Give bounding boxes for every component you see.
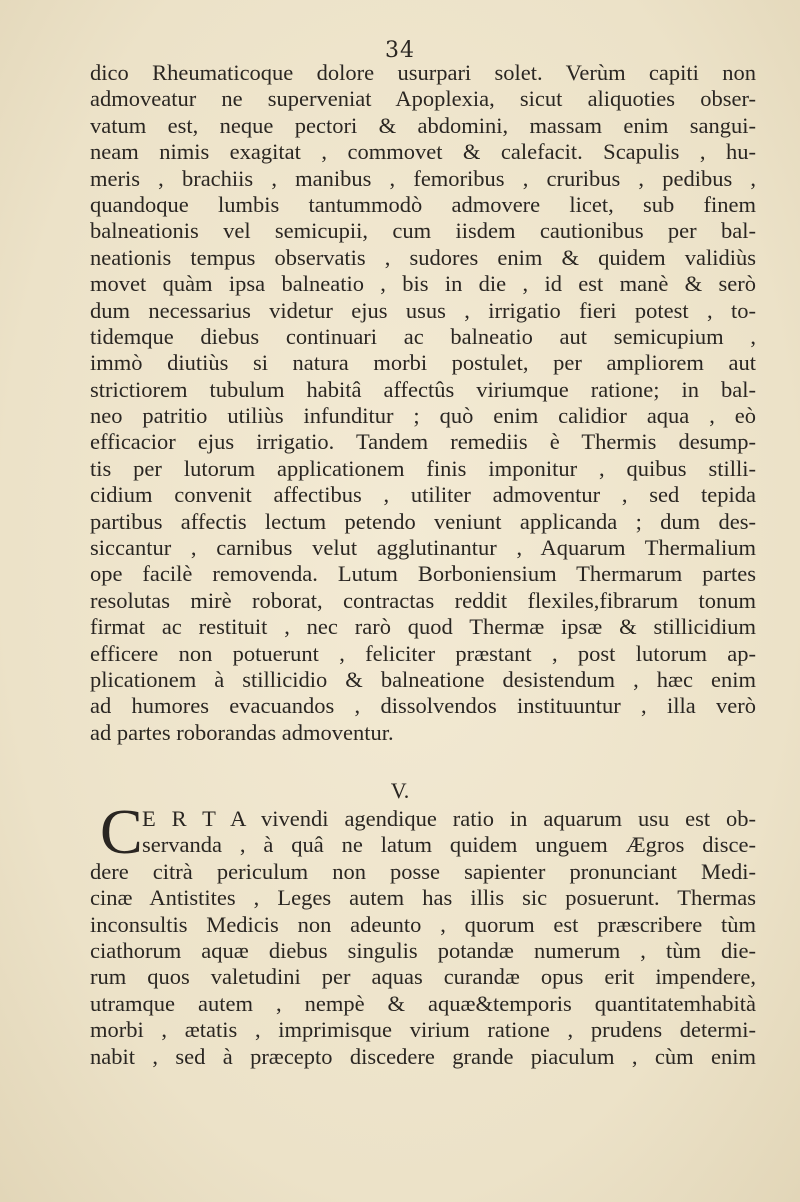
text-line: movet quàm ipsa balneatio , bis in die , id est manè & serò xyxy=(90,271,756,297)
paragraph-1 xyxy=(90,60,756,746)
text-line: resolutas mirè roborat, contractas reddit flexiles,fibrarum tonum xyxy=(90,587,756,613)
text-line: neam nimis exagitat , commovet & calefacit. Scapulis , hu- xyxy=(90,139,756,165)
text-line: tidemque diebus continuari ac balneatio aut semicupium , xyxy=(90,323,756,349)
section-number: V. xyxy=(390,778,410,803)
text-line: immò diutiùs si natura morbi postulet, per ampliorem aut xyxy=(90,350,756,376)
text-line: partibus affectis lectum petendo veniunt applicanda ; dum des- xyxy=(90,508,756,534)
text-line: balneationis vel semicupii, cum iisdem cautionibus per bal- xyxy=(90,218,756,244)
text-line: dum necessarius videtur ejus usus , irrigatio fieri potest , to- xyxy=(90,297,756,323)
text-line: efficacior ejus irrigatio. Tandem remediis è Thermis desump- xyxy=(90,429,756,455)
text-line: ciathorum aquæ diebus singulis potandæ numerum , tùm die- xyxy=(90,937,756,963)
text-line: siccantur , carnibus velut agglutinantur , Aquarum Thermalium xyxy=(90,535,756,561)
text-line: neationis tempus observatis , sudores enim & quidem validiùs xyxy=(90,244,756,270)
text-line: servanda , à quâ ne latum quidem unguem Ægros disce- xyxy=(142,832,756,858)
text-line: admoveatur ne superveniat Apoplexia, sicut aliquoties obser- xyxy=(90,86,756,112)
text-line: vatum est, neque pectori & abdomini, massam enim sangui- xyxy=(90,112,756,138)
drop-cap: C xyxy=(100,796,143,867)
text-line: plicationem à stillicidio & balneatione desistendum , hæc enim xyxy=(90,666,756,692)
text-line: dere citrà periculum non posse sapienter pronunciant Medi- xyxy=(90,858,756,884)
text-line: efficere non potuerunt , feliciter præstant , post lutorum ap- xyxy=(90,640,756,666)
text-line: cidium convenit affectibus , utiliter admoventur , sed tepida xyxy=(90,482,756,508)
text-line: cinæ Antistites , Leges autem has illis sic posuerunt. Thermas xyxy=(90,885,756,911)
text-line: meris , brachiis , manibus , femoribus , cruribus , pedibus , xyxy=(90,165,756,191)
text-line: inconsultis Medicis non adeunto , quorum est præscribere tùm xyxy=(90,911,756,937)
text-line: ope facilè removenda. Lutum Borboniensium Thermarum partes xyxy=(90,561,756,587)
text-line: morbi , ætatis , imprimisque virium ratione , prudens determi- xyxy=(90,1017,756,1043)
text-line: tis per lutorum applicationem finis imponitur , quibus stilli- xyxy=(90,455,756,481)
text-line: dico Rheumaticoque dolore usurpari solet. Verùm capiti non xyxy=(90,60,756,85)
text-line: neo patritio utiliùs infunditur ; quò enim calidior aqua , eò xyxy=(90,403,756,429)
text-line: firmat ac restituit , nec rarò quod Thermæ ipsæ & stillicidium xyxy=(90,614,756,640)
text-line: quandoque lumbis tantummodò admovere licet, sub finem xyxy=(90,191,756,217)
text-line: nabit , sed à præcepto discedere grande piaculum , cùm enim xyxy=(90,1043,756,1069)
text-line: strictiorem tubulum habitâ affectûs viriumque ratione; in bal- xyxy=(90,376,756,402)
text-line: rum quos valetudini per aquas curandæ opus erit impendere, xyxy=(90,964,756,990)
text-line: utramque autem , nempè & aquæ&temporis quantitatemhabità xyxy=(90,990,756,1016)
text-line: ad partes roborandas admoventur. xyxy=(90,719,394,745)
text-line: E R T A vivendi agendique ratio in aquarum usu est ob- xyxy=(142,806,756,831)
page-number: 34 xyxy=(385,38,415,63)
text-line: ad humores evacuandos , dissolvendos instituuntur , illa verò xyxy=(90,693,756,719)
paragraph-2 xyxy=(90,796,756,1070)
